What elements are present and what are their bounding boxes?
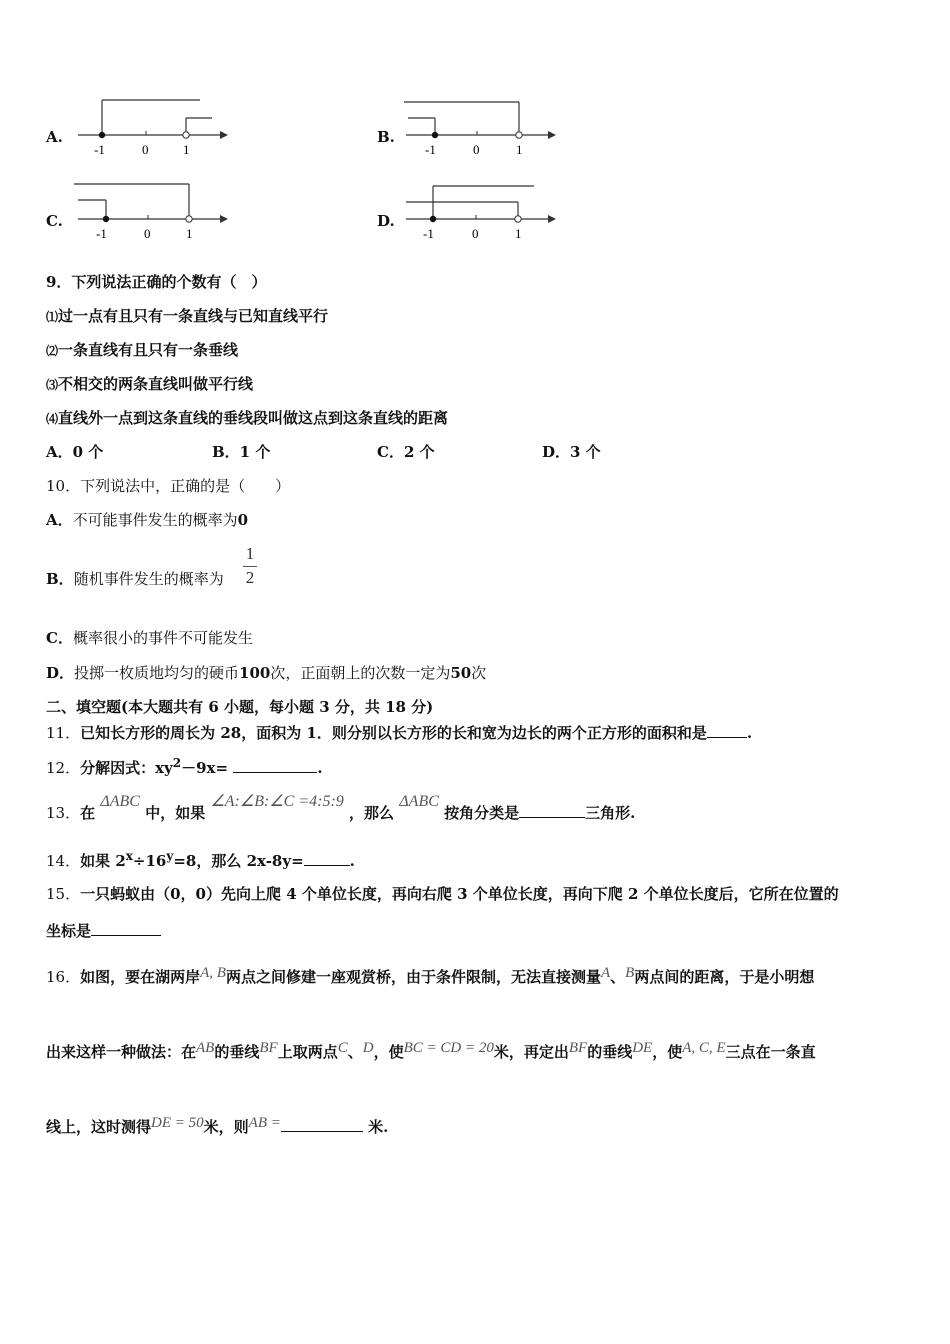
fraction-denominator: 2	[245, 568, 255, 587]
q9-stem: 9．下列说法正确的个数有（ ）	[46, 273, 267, 291]
answer-blank[interactable]	[519, 803, 585, 818]
svg-text:1: 1	[516, 142, 523, 157]
q10-option-b: B．随机事件发生的概率为	[46, 570, 224, 588]
number-line-b	[398, 92, 558, 160]
q16-line1: 16．如图，要在湖两岸A, B两点之间修建一座观赏桥，由于条件限制，无法直接测量A、B两点间的距离，于是小明想	[46, 965, 815, 986]
number-line-c	[70, 176, 230, 244]
tick-neg1: -1	[94, 142, 105, 157]
number-line-d	[398, 176, 558, 244]
triangle-abc: ΔABC	[100, 793, 140, 810]
q9-item-1: ⑴过一点有且只有一条直线与已知直线平行	[46, 307, 329, 325]
q9-choice-d: D．3 个	[542, 443, 601, 461]
answer-blank[interactable]	[281, 1117, 363, 1132]
number-line-a	[70, 92, 230, 160]
option-a-label: A.	[46, 128, 63, 146]
q9-choice-b: B．1 个	[212, 443, 271, 461]
tick-1: 1	[183, 142, 190, 157]
answer-blank[interactable]	[707, 723, 747, 738]
q15-line2: 坐标是	[46, 920, 161, 941]
q15-line1: 15．一只蚂蚁由（0，0）先向上爬 4 个单位长度，再向右爬 3 个单位长度，再向下爬 2 个单位长度后，它所在位置的	[46, 885, 839, 903]
option-b-label: B.	[377, 128, 395, 146]
svg-text:-1: -1	[96, 226, 107, 241]
q9-choice-c: C．2 个	[377, 443, 435, 461]
svg-text:-1: -1	[423, 226, 434, 241]
fraction-bar	[243, 566, 257, 567]
tick-0: 0	[142, 142, 149, 157]
option-d-label: D.	[377, 212, 395, 230]
q11: 11．已知长方形的周长为 28，面积为 1．则分别以长方形的长和宽为边长的两个正方形的面积和是 .	[46, 724, 753, 742]
svg-text:-1: -1	[425, 142, 436, 157]
svg-text:0: 0	[473, 142, 480, 157]
angle-ratio: ∠A:∠B:∠C =4:5:9	[210, 793, 344, 810]
q12: 12．分解因式：$xy^2-9x=$ .	[46, 756, 323, 777]
svg-text:1: 1	[515, 226, 522, 241]
q9-item-4: ⑷直线外一点到这条直线的垂线段叫做这点到这条直线的距离	[46, 409, 449, 427]
svg-text:0: 0	[144, 226, 151, 241]
q16-line3: 线上，这时测得DE = 50米，则AB = 米.	[46, 1115, 389, 1136]
svg-text:0: 0	[472, 226, 479, 241]
q10-option-c: C．概率很小的事件不可能发生	[46, 629, 253, 647]
answer-blank[interactable]	[91, 921, 161, 936]
answer-blank[interactable]	[233, 758, 317, 773]
q9-choice-a: A．0 个	[46, 443, 104, 461]
option-c-label: C.	[46, 212, 63, 230]
q9-item-2: ⑵一条直线有且只有一条垂线	[46, 341, 239, 359]
svg-text:1: 1	[186, 226, 193, 241]
q14: 14．如果 $2^x\div 16^y=8$，那么 2x-8y= .	[46, 849, 355, 870]
section-heading: 二、填空题(本大题共有 6 小题，每小题 3 分，共 18 分)	[46, 698, 434, 716]
answer-blank[interactable]	[304, 851, 350, 866]
q10-stem: 10．下列说法中，正确的是（ ）	[46, 477, 291, 495]
q10-option-d: D．投掷一枚质地均匀的硬币100次，正面朝上的次数一定为50次	[46, 664, 487, 682]
q10-option-a: A．不可能事件发生的概率为0	[46, 511, 249, 529]
q9-item-3: ⑶不相交的两条直线叫做平行线	[46, 375, 254, 393]
q13: 13．在 ΔABC 中，如果 ∠A:∠B:∠C =4:5:9 ，那么 ΔABC 按角分类是 三角形.	[46, 793, 636, 822]
fraction-numerator: 1	[245, 544, 255, 563]
q16-line2: 出来这样一种做法：在AB的垂线BF上取两点C、D，使BC = CD = 20米，再定出BF的垂线DE，使A, C, E三点在一条直	[46, 1040, 816, 1061]
